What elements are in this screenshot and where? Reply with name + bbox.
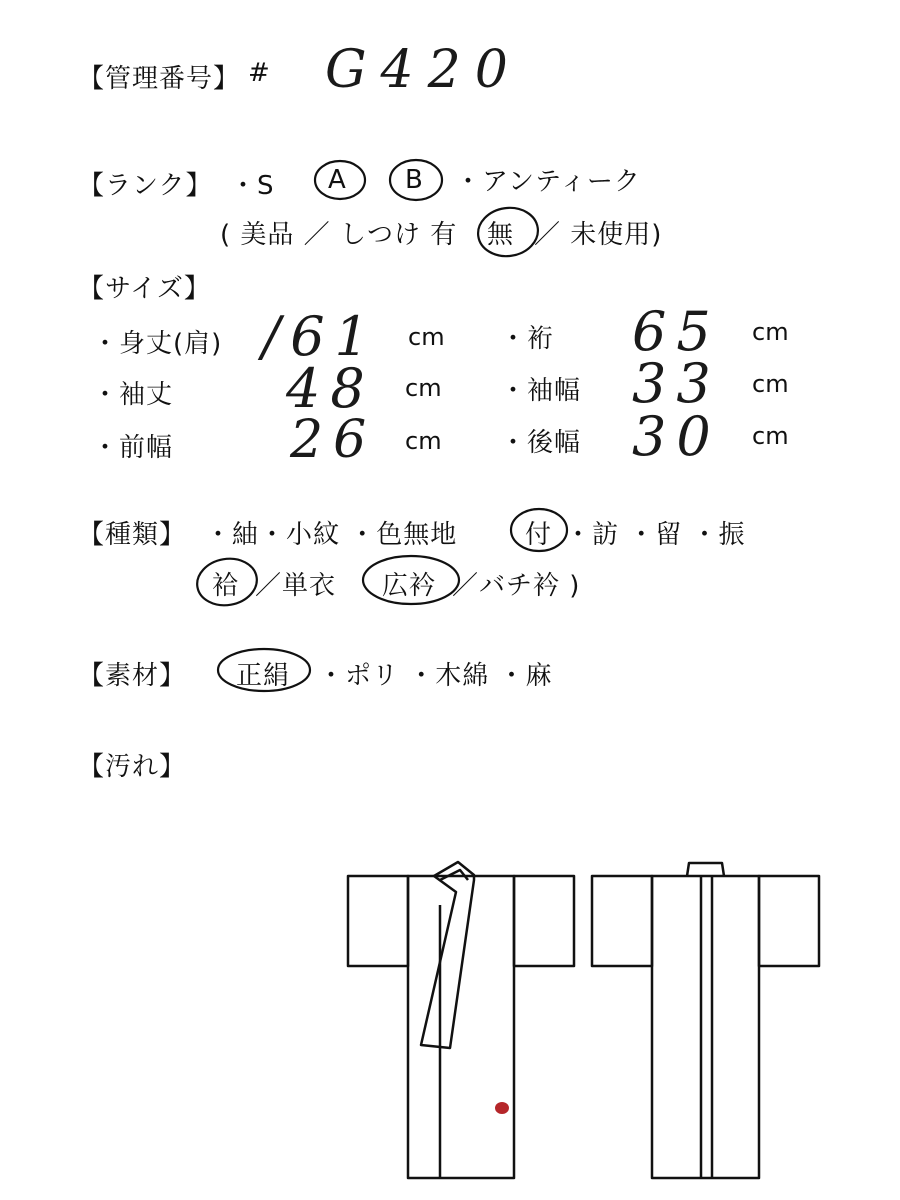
kind-circled-tsuke: 付	[525, 520, 553, 550]
rank-option-antique: ・アンティーク	[455, 167, 641, 197]
size-unit: cm	[752, 422, 789, 450]
rank-option-s: ・S	[230, 171, 275, 201]
size-label: 【サイズ】	[78, 274, 211, 304]
size-left-value: /61	[262, 305, 379, 368]
kind-options: ・紬・小紋 ・色無地	[205, 520, 458, 550]
material-circled-silk: 正絹	[236, 661, 291, 691]
kind-label: 【種類】	[78, 520, 187, 550]
rank-option-a: A	[328, 165, 347, 195]
size-right-value: 65	[632, 300, 721, 363]
rank-sub-close: ／ 未使用)	[534, 220, 663, 250]
size-left-value: 26	[290, 410, 377, 470]
material-options: ・ポリ ・木綿 ・麻	[318, 661, 553, 691]
size-unit: cm	[752, 370, 789, 398]
stain-label: 【汚れ】	[78, 752, 187, 782]
rank-sub-none: 無	[487, 220, 515, 250]
size-left-label: ・身丈(肩)	[92, 329, 223, 359]
kind-bachieri: ／バチ衿 )	[452, 571, 581, 601]
size-unit: cm	[408, 323, 445, 351]
size-unit: cm	[752, 318, 789, 346]
rank-label: 【ランク】	[78, 171, 213, 201]
size-unit: cm	[405, 374, 442, 402]
stain-mark	[495, 1102, 509, 1114]
size-right-value: 30	[632, 405, 721, 468]
size-right-value: 33	[632, 352, 721, 415]
size-unit: cm	[405, 427, 442, 455]
kind-circled-awase: 袷	[212, 571, 240, 601]
kind-circled-hiroeri: 広衿	[382, 571, 437, 601]
size-left-value: 48	[286, 357, 375, 420]
size-right-label: ・袖幅	[500, 376, 582, 406]
size-right-label: ・後幅	[500, 428, 582, 458]
management-label: 【管理番号】	[78, 64, 241, 94]
size-right-label: ・裄	[500, 324, 555, 354]
size-left-label: ・袖丈	[92, 380, 174, 410]
material-label: 【素材】	[78, 661, 187, 691]
rank-option-b: B	[405, 165, 424, 195]
management-number: G420	[325, 40, 522, 100]
rank-sub-open: ( 美品 ／ しつけ 有	[220, 220, 458, 250]
kind-options-rest: ・訪 ・留 ・振	[565, 520, 746, 550]
hash-symbol: #	[248, 58, 271, 88]
size-left-label: ・前幅	[92, 433, 174, 463]
kind-hitoe: ／単衣	[255, 571, 337, 601]
